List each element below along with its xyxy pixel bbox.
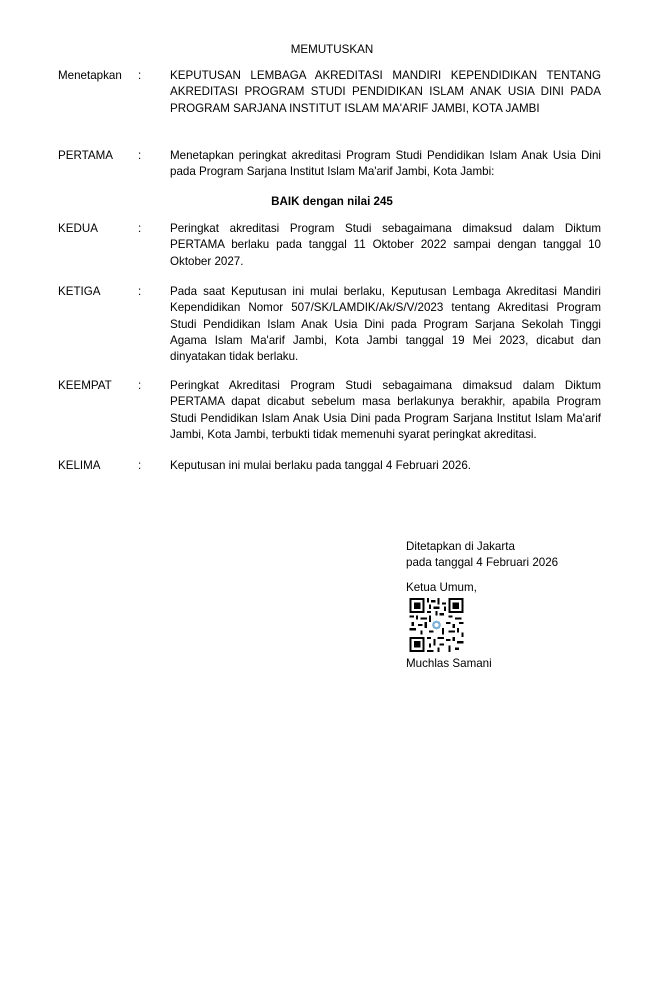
document-heading: MEMUTUSKAN — [290, 43, 374, 56]
section-label: KELIMA — [58, 459, 101, 472]
signature-place: Ditetapkan di Jakarta — [406, 540, 515, 553]
section-text: Pada saat Keputusan ini mulai berlaku, Keputusan Lembaga Akreditasi Mandiri Kependidikan Nomor 507/SK/LAMDIK/Ak/S/V/2023 tentang Akreditasi Program Studi Pendidikan Islam Anak Usia Dini pada Program Sarjana Sekolah Tinggi Agama Islam Ma'arif Jambi, Kota Jambi tanggal 19 Mei 2023, dicabut dan dinyatakan tidak berlaku. — [170, 285, 601, 364]
section-kelima — [58, 458, 601, 474]
accreditation-result: BAIK dengan nilai 245 — [271, 195, 393, 208]
qr-code-icon — [409, 598, 464, 652]
section-menetapkan — [58, 68, 601, 117]
section-label: KEDUA — [58, 222, 98, 235]
section-colon: : — [138, 459, 142, 472]
section-ketiga — [58, 284, 601, 365]
section-colon: : — [138, 149, 142, 162]
section-label: KETIGA — [58, 285, 101, 298]
section-text: Peringkat Akreditasi Program Studi sebagaimana dimaksud dalam Diktum PERTAMA dapat dicabut sebelum masa berlakunya berakhir, apabila Program Studi Pendidikan Islam Anak Usia Dini pada Program Sarjana Institut Islam Ma'arif Jambi, Kota Jambi, terbukti tidak memenuhi syarat peringkat akreditasi. — [170, 379, 601, 441]
section-colon: : — [138, 69, 142, 82]
section-keempat — [58, 378, 601, 443]
section-label: Menetapkan — [58, 69, 122, 82]
signature-position: Ketua Umum, — [406, 581, 477, 594]
section-colon: : — [138, 285, 142, 298]
section-pertama — [58, 148, 601, 181]
section-colon: : — [138, 222, 142, 235]
section-text: Menetapkan peringkat akreditasi Program Studi Pendidikan Islam Anak Usia Dini pada Program Sarjana Institut Islam Ma'arif Jambi, Kota Jambi: — [170, 149, 601, 179]
section-text: Peringkat akreditasi Program Studi sebagaimana dimaksud dalam Diktum PERTAMA berlaku pada tanggal 11 Oktober 2022 sampai dengan tanggal 10 Oktober 2027. — [170, 222, 601, 268]
section-label: KEEMPAT — [58, 379, 112, 392]
signatory-name: Muchlas Samani — [406, 657, 492, 670]
section-text: Keputusan ini mulai berlaku pada tanggal 4 Februari 2026. — [170, 459, 471, 472]
section-kedua — [58, 221, 601, 270]
signature-date: pada tanggal 4 Februari 2026 — [406, 556, 559, 569]
section-text: KEPUTUSAN LEMBAGA AKREDITASI MANDIRI KEPENDIDIKAN TENTANG AKREDITASI PROGRAM STUDI PENDIDIKAN ISLAM ANAK USIA DINI PADA PROGRAM SARJANA INSTITUT ISLAM MA'ARIF JAMBI, KOTA JAMBI — [170, 69, 601, 115]
section-colon: : — [138, 379, 142, 392]
section-label: PERTAMA — [58, 149, 113, 162]
